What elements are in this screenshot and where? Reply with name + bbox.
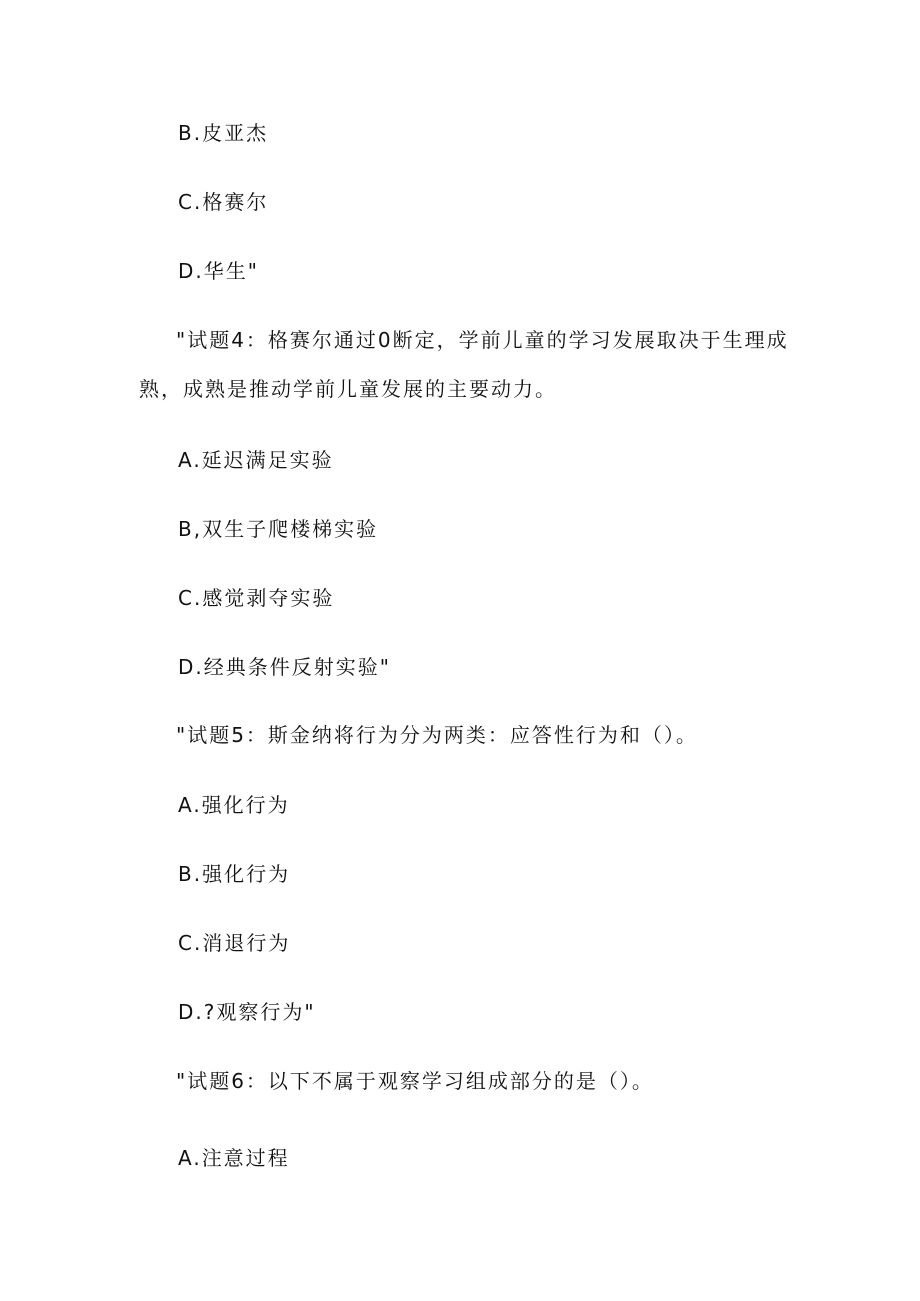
- q4-stem-line-1: "试题4：格赛尔通过0断定，学前儿童的学习发展取决于生理成: [176, 328, 789, 352]
- q5-stem: "试题5：斯金纳将行为分为两类：应答性行为和（）。: [176, 723, 698, 747]
- q5-option-a: A.强化行为: [178, 793, 290, 817]
- q6-stem: "试题6：以下不属于观察学习组成部分的是（）。: [176, 1069, 654, 1093]
- q4-option-b: B,双生子爬楼梯实验: [178, 517, 379, 541]
- q5-option-d: D.?观察行为": [178, 1000, 316, 1024]
- q4-option-c: C.感觉剥夺实验: [178, 586, 335, 610]
- q5-option-b: B.强化行为: [178, 862, 291, 886]
- q4-option-d: D.经典条件反射实验": [178, 655, 391, 679]
- q3-option-b: B.皮亚杰: [178, 121, 269, 145]
- q4-option-a: A.延迟满足实验: [178, 448, 334, 472]
- q3-option-c: C.格赛尔: [178, 190, 269, 214]
- q4-stem-line-2: 熟，成熟是推动学前儿童发展的主要动力。: [139, 377, 557, 401]
- q3-option-d: D.华生": [178, 259, 259, 283]
- q6-option-a: A.注意过程: [178, 1146, 290, 1170]
- q5-option-c: C.消退行为: [178, 931, 291, 955]
